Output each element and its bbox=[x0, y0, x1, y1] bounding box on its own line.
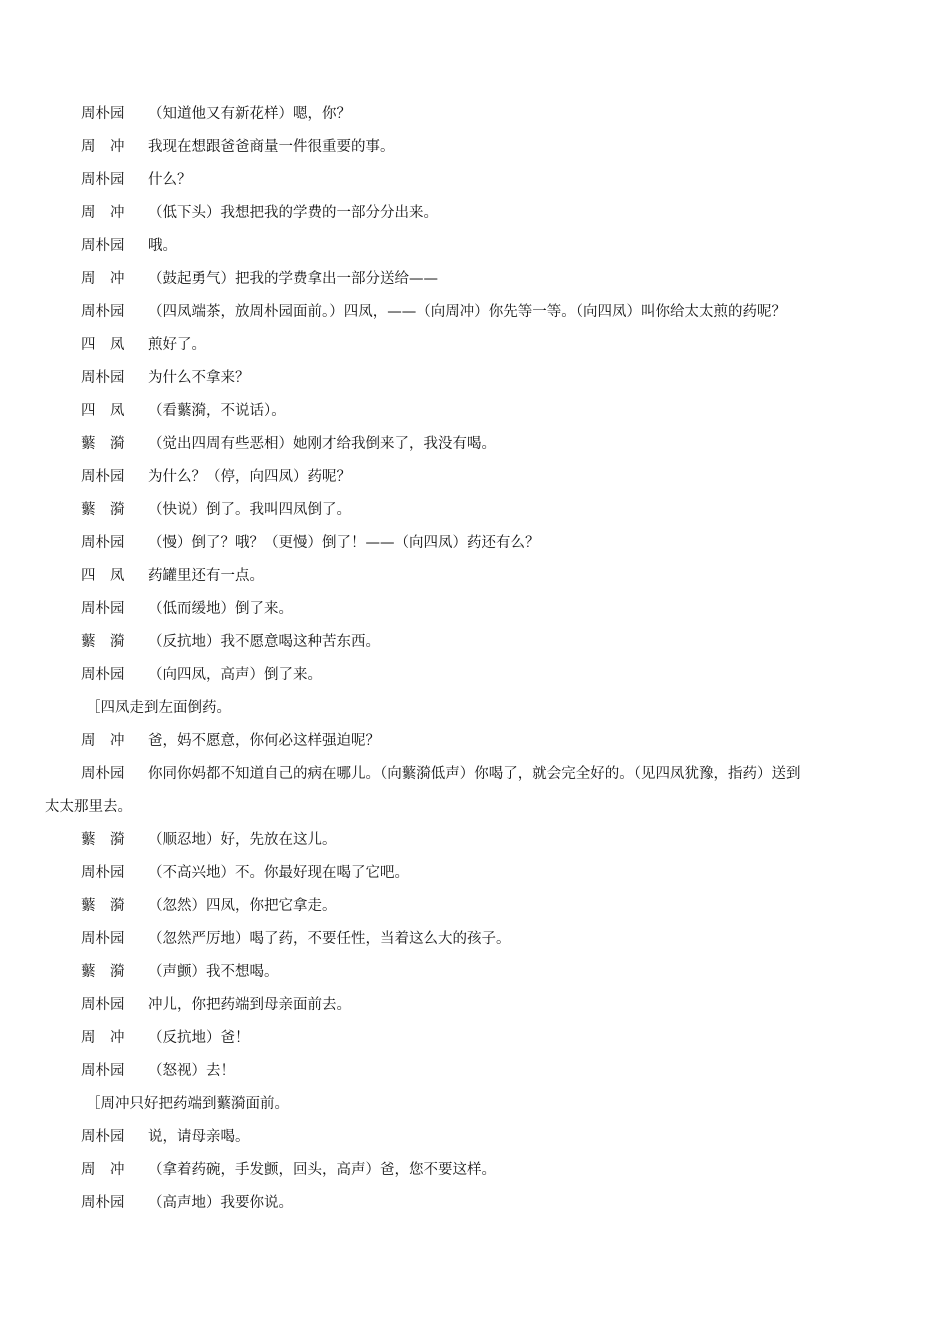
dialogue-line bbox=[0, 164, 950, 197]
speaker-name: 周朴园 bbox=[81, 469, 125, 485]
dialogue-line bbox=[0, 230, 950, 263]
dialogue-text: 为什么？（停，向四凤）药呢？ bbox=[148, 469, 351, 485]
speaker-name: 周朴园 bbox=[81, 370, 125, 386]
speaker-name: 周朴园 bbox=[81, 304, 125, 320]
dialogue-line bbox=[0, 824, 950, 857]
speaker-name: 周朴园 bbox=[81, 997, 125, 1013]
dialogue-text: （高声地）我要你说。 bbox=[148, 1195, 293, 1211]
speaker-name: 周 冲 bbox=[81, 1162, 125, 1178]
dialogue-text: （慢）倒了？哦？（更慢）倒了！——（向四凤）药还有么？ bbox=[148, 535, 540, 551]
speaker-name: 蘩 漪 bbox=[81, 634, 125, 650]
dialogue-text: （顺忍地）好，先放在这儿。 bbox=[148, 832, 337, 848]
dialogue-text: 药罐里还有一点。 bbox=[148, 568, 264, 584]
dialogue-text: （鼓起勇气）把我的学费拿出一部分送给—— bbox=[148, 271, 438, 287]
speaker-name: 周朴园 bbox=[81, 601, 125, 617]
dialogue-text: （低下头）我想把我的学费的一部分分出来。 bbox=[148, 205, 438, 221]
dialogue-line bbox=[0, 461, 950, 494]
speaker-name: 蘩 漪 bbox=[81, 964, 125, 980]
stage-direction bbox=[0, 692, 950, 725]
dialogue-text: 煎好了。 bbox=[148, 337, 206, 353]
stage-direction-text: ［周冲只好把药端到蘩漪面前。 bbox=[86, 1096, 289, 1112]
dialogue-line bbox=[0, 329, 950, 362]
dialogue-line bbox=[0, 362, 950, 395]
stage-direction-text: ［四凤走到左面倒药。 bbox=[86, 700, 231, 716]
dialogue-text: （拿着药碗，手发颤，回头，高声）爸，您不要这样。 bbox=[148, 1162, 496, 1178]
dialogue-text: 说，请母亲喝。 bbox=[148, 1129, 250, 1145]
dialogue-text: （反抗地）我不愿意喝这种苦东西。 bbox=[148, 634, 380, 650]
dialogue-line bbox=[0, 989, 950, 1022]
speaker-name: 蘩 漪 bbox=[81, 502, 125, 518]
dialogue-line bbox=[0, 494, 950, 527]
speaker-name: 周朴园 bbox=[81, 238, 125, 254]
dialogue-line bbox=[0, 593, 950, 626]
script-body bbox=[0, 98, 950, 1220]
dialogue-text: 你同你妈都不知道自己的病在哪儿。（向蘩漪低声）你喝了，就会完全好的。（见四凤犹豫，指药）送到 bbox=[148, 766, 801, 782]
dialogue-text: （反抗地）爸！ bbox=[148, 1030, 250, 1046]
speaker-name: 周 冲 bbox=[81, 733, 125, 749]
dialogue-line bbox=[0, 1022, 950, 1055]
speaker-name: 周朴园 bbox=[81, 931, 125, 947]
speaker-name: 周朴园 bbox=[81, 106, 125, 122]
stage-direction bbox=[0, 1088, 950, 1121]
speaker-name: 周朴园 bbox=[81, 766, 125, 782]
dialogue-text: 什么？ bbox=[148, 172, 192, 188]
speaker-name: 周 冲 bbox=[81, 205, 125, 221]
dialogue-line bbox=[0, 395, 950, 428]
dialogue-text: （四凤端茶，放周朴园面前。）四凤，——（向周冲）你先等一等。（向四凤）叫你给太太煎的药呢？ bbox=[148, 304, 786, 320]
speaker-name: 周朴园 bbox=[81, 172, 125, 188]
dialogue-text: （声颤）我不想喝。 bbox=[148, 964, 279, 980]
dialogue-text-continuation: 太太那里去。 bbox=[45, 799, 132, 815]
dialogue-text: （忽然严厉地）喝了药，不要任性，当着这么大的孩子。 bbox=[148, 931, 511, 947]
dialogue-line bbox=[0, 923, 950, 956]
dialogue-line bbox=[0, 857, 950, 890]
dialogue-line bbox=[0, 956, 950, 989]
dialogue-line bbox=[0, 1187, 950, 1220]
dialogue-text: 我现在想跟爸爸商量一件很重要的事。 bbox=[148, 139, 395, 155]
speaker-name: 周朴园 bbox=[81, 1129, 125, 1145]
dialogue-line bbox=[0, 725, 950, 758]
dialogue-line bbox=[0, 626, 950, 659]
dialogue-text: （觉出四周有些恶相）她刚才给我倒来了，我没有喝。 bbox=[148, 436, 496, 452]
speaker-name: 四 凤 bbox=[81, 337, 125, 353]
dialogue-line bbox=[0, 131, 950, 164]
speaker-name: 周朴园 bbox=[81, 1063, 125, 1079]
dialogue-text: （看蘩漪，不说话）。 bbox=[148, 403, 286, 419]
dialogue-line bbox=[0, 263, 950, 296]
dialogue-text: （快说）倒了。我叫四凤倒了。 bbox=[148, 502, 351, 518]
speaker-name: 蘩 漪 bbox=[81, 436, 125, 452]
dialogue-line bbox=[0, 527, 950, 560]
speaker-name: 周朴园 bbox=[81, 667, 125, 683]
dialogue-text: （向四凤，高声）倒了来。 bbox=[148, 667, 322, 683]
dialogue-text: （低而缓地）倒了来。 bbox=[148, 601, 293, 617]
speaker-name: 四 凤 bbox=[81, 403, 125, 419]
speaker-name: 周 冲 bbox=[81, 1030, 125, 1046]
speaker-name: 四 凤 bbox=[81, 568, 125, 584]
dialogue-line bbox=[0, 890, 950, 923]
dialogue-text: （忽然）四凤，你把它拿走。 bbox=[148, 898, 337, 914]
speaker-name: 周朴园 bbox=[81, 1195, 125, 1211]
dialogue-text: （不高兴地）不。你最好现在喝了它吧。 bbox=[148, 865, 409, 881]
dialogue-line bbox=[0, 659, 950, 692]
speaker-name: 周 冲 bbox=[81, 139, 125, 155]
dialogue-text: 冲儿，你把药端到母亲面前去。 bbox=[148, 997, 351, 1013]
speaker-name: 蘩 漪 bbox=[81, 832, 125, 848]
dialogue-line bbox=[0, 1121, 950, 1154]
dialogue-line bbox=[0, 428, 950, 461]
dialogue-line bbox=[0, 1055, 950, 1088]
dialogue-text: 哦。 bbox=[148, 238, 177, 254]
speaker-name: 周朴园 bbox=[81, 865, 125, 881]
dialogue-line bbox=[0, 296, 950, 329]
dialogue-line bbox=[0, 758, 950, 824]
speaker-name: 蘩 漪 bbox=[81, 898, 125, 914]
dialogue-line bbox=[0, 98, 950, 131]
dialogue-line bbox=[0, 560, 950, 593]
dialogue-text: 为什么不拿来？ bbox=[148, 370, 250, 386]
speaker-name: 周 冲 bbox=[81, 271, 125, 287]
dialogue-text: 爸，妈不愿意，你何必这样强迫呢？ bbox=[148, 733, 380, 749]
dialogue-line bbox=[0, 197, 950, 230]
speaker-name: 周朴园 bbox=[81, 535, 125, 551]
dialogue-line bbox=[0, 1154, 950, 1187]
dialogue-text: （知道他又有新花样）嗯，你？ bbox=[148, 106, 351, 122]
dialogue-text: （怒视）去！ bbox=[148, 1063, 235, 1079]
